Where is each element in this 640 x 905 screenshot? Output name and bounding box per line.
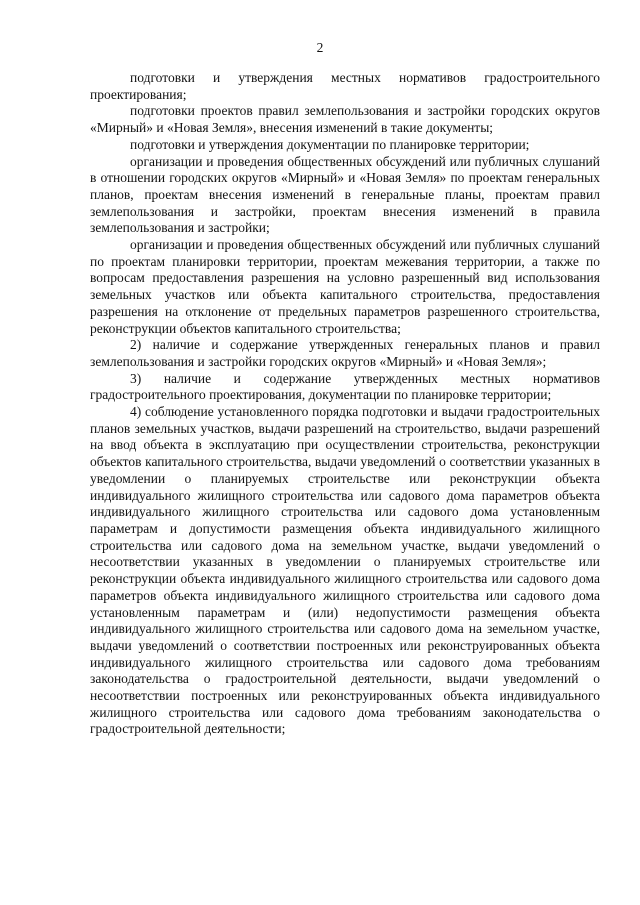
paragraph-3: подготовки и утверждения документации по планировке территории; xyxy=(130,136,530,152)
paragraph-5: организации и проведения общественных обсуждений или публичных слушаний по проектам планировки территории, проектам межевания территории, а также по вопросам предоставления разрешения на условно разрешенный вид использования земельных участков или объекта капитального строительства, предоставления разрешения на отклонение от предельных параметров разрешенного строительства, реконструкции объектов капитального строительства; xyxy=(90,237,600,336)
paragraph-2: подготовки проектов правил землепользования и застройки городских округов «Мирный» и «Новая Земля», внесения изменений в такие документы; xyxy=(90,103,600,136)
paragraph-6: 2) наличие и содержание утвержденных генеральных планов и правил землепользования и застройки городских округов «Мирный» и «Новая Земля»; xyxy=(90,337,600,369)
paragraph-7: 3) наличие и содержание утвержденных местных нормативов градостроительного проектирования, документации по планировке территории; xyxy=(90,370,600,403)
paragraph-4: организации и проведения общественных обсуждений или публичных слушаний в отношении городских округов «Мирный» и «Новая Земля» по проектам генеральных планов, проектам внесения изменений в генеральные планы, проектам правил землепользования и застройки, проектам внесения изменений в правила землепользования и застройки; xyxy=(90,153,600,236)
document-body xyxy=(90,70,600,738)
paragraph-1: подготовки и утверждения местных нормативов градостроительного проектирования; xyxy=(90,70,600,102)
page-number: 2 xyxy=(316,40,324,55)
paragraph-8: 4) соблюдение установленного порядка подготовки и выдачи градостроительных планов земельных участков, выдачи разрешений на строительство, выдачи разрешений на ввод объекта в эксплуатацию при осуществлении строительства, реконструкции объектов капитального строительства, выдачи уведомлений о соответствии указанных в уведомлении о планируемых строительстве или реконструкции объекта индивидуального жилищного строительства или садового дома параметров объекта индивидуального жилищного строительства или садового дома установленным параметрам и допустимости размещения объекта индивидуального жилищного строительства или садового дома на земельном участке, выдачи уведомлений о несоответствии указанных в уведомлении о планируемых строительстве или реконструкции объекта индивидуального жилищного строительства или садового дома параметров объекта индивидуального жилищного строительства или садового дома установленным параметрам и (или) недопустимости размещения объекта индивидуального жилищного строительства или садового дома на земельном участке, выдачи уведомлений о соответствии построенных или реконструированных объекта индивидуального жилищного строительства или садового дома требованиям законодательства о градостроительной деятельности, выдачи уведомлений о несоответствии построенных или реконструированных объекта индивидуального жилищного строительства или садового дома требованиям законодательства о градостроительной деятельности; xyxy=(90,404,600,737)
